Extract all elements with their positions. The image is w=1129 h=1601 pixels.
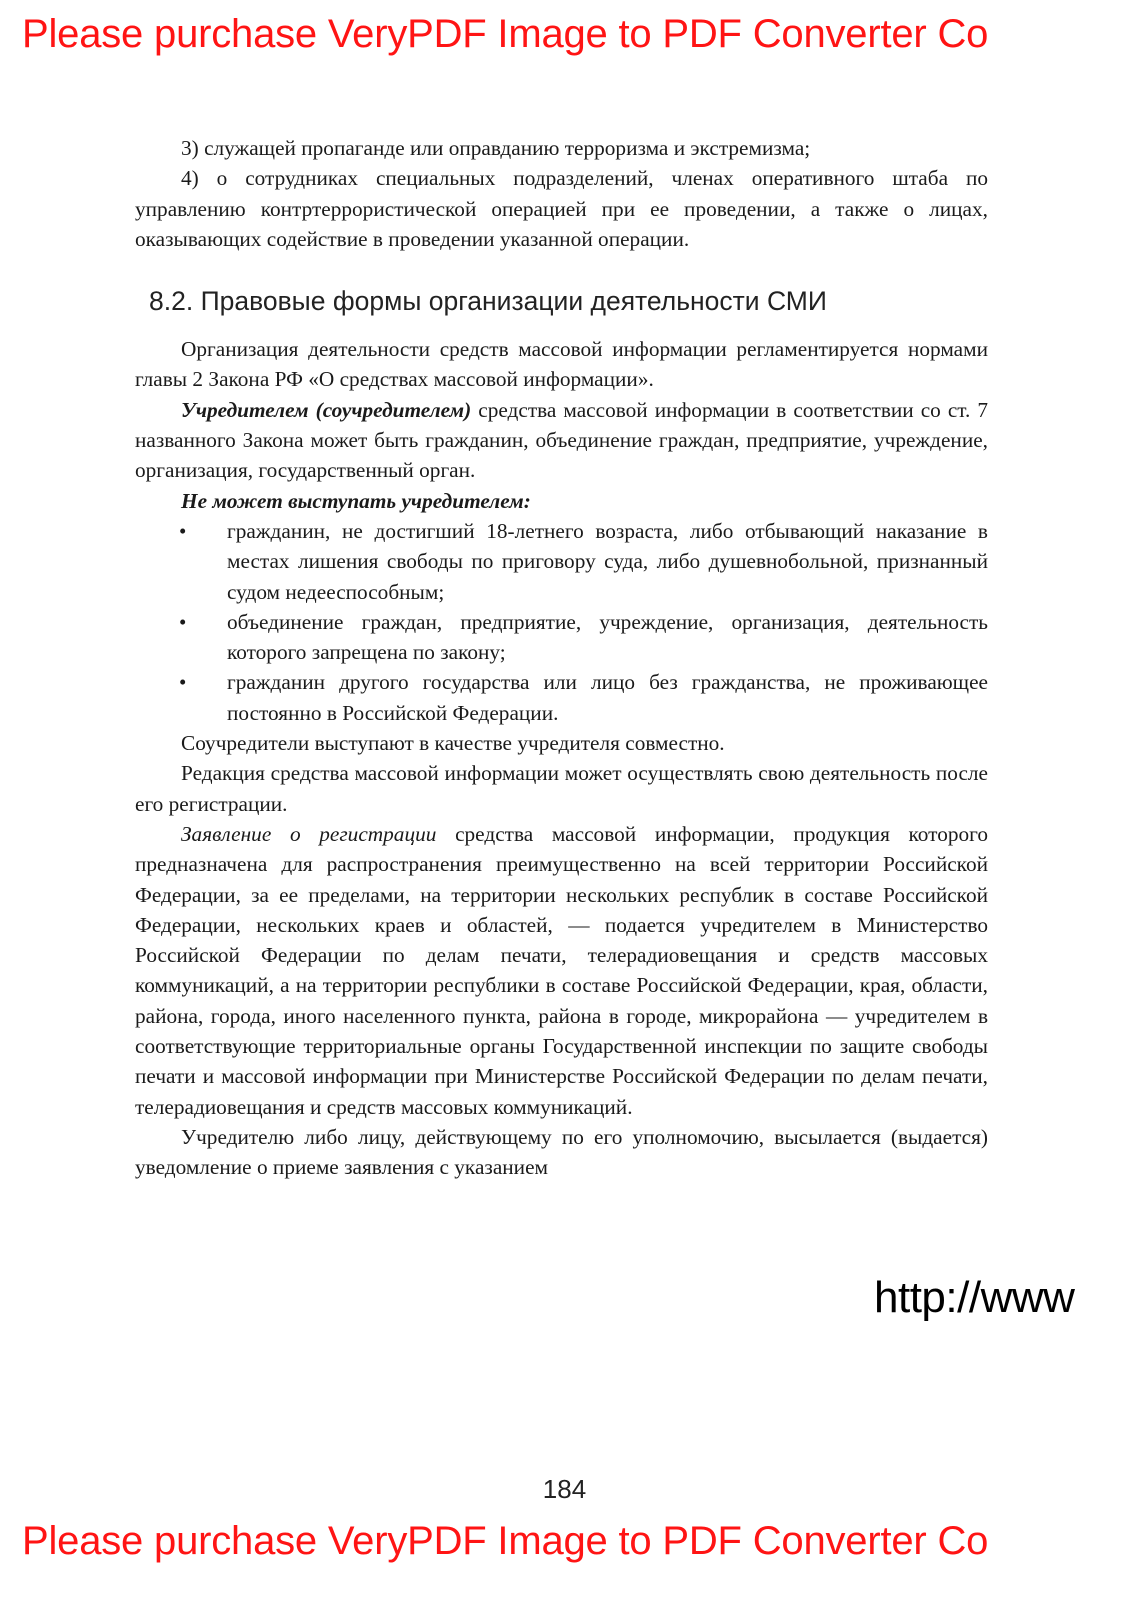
not-founder-list [135,516,988,728]
paragraph-notification: Учредителю либо лицу, действующему по его уполномочию, высылается (выдается) уведомление о приеме заявления с указанием [135,1124,988,1180]
intro-item-3: 3) служащей пропаганде или оправданию терроризма и экстремизма; [181,136,811,160]
intro-item-4: 4) о сотрудниках специальных подразделений, членах оперативного штаба по управлению контртеррористической операцией при ее проведении, а также о лицах, оказывающих содействие в проведении указанной операции. [135,166,988,251]
registration-term: Заявление о регистрации [181,821,437,846]
list-item [135,516,988,607]
not-founder-label-text: Не может выступать учредителем: [181,488,531,513]
watermark-bottom: Please purchase VeryPDF Image to PDF Converter Co [22,1519,989,1563]
section-heading: 8.2. Правовые формы организации деятельности СМИ [149,286,827,317]
paragraph-organization: Организация деятельности средств массовой информации регламентируется нормами главы 2 Закона РФ «О средствах массовой информации». [135,337,988,392]
page-number: 184 [542,1474,587,1504]
paragraph-editorial: Редакция средства массовой информации может осуществлять свою деятельность после его регистрации. [135,761,988,816]
list-item-text: объединение граждан, предприятие, учреждение, организация, деятельность которого запрещена по закону; [227,609,988,665]
bullet-icon: • [179,609,187,634]
bullet-icon: • [179,518,187,543]
page-content [135,133,988,1183]
list-item-text: гражданин другого государства или лицо без гражданства, не проживающее постоянно в Российской Федерации. [227,670,988,725]
watermark-top: Please purchase VeryPDF Image to PDF Converter Co [22,12,989,56]
bullet-icon: • [179,670,187,695]
not-founder-label [135,486,988,516]
list-item [135,667,988,728]
list-item-text: гражданин, не достигший 18-летнего возраста, либо отбывающий наказание в местах лишения свободы по приговору суда, либо душевнобольной, признанный судом недееспособным; [227,518,988,604]
paragraph-founder [135,395,988,486]
founder-text: средства массовой информации в соответствии со ст. 7 названного Закона может быть гражданин, объединение граждан, предприятие, учреждение, организация, государственный орган. [135,397,988,483]
url-overlay: http://www [874,1273,1075,1322]
paragraph-registration [135,819,988,1122]
registration-text: средства массовой информации, продукция которого предназначена для распространения преимущественно на всей территории Российской Федерации, за ее пределами, на территории нескольких республик в составе Российской Федерации, нескольких краев и областей, — подается учредителем в Министерство Российской Федерации по делам печати, телерадиовещания и средств массовых коммуникаций, а на территории республики в составе Российской Федерации, края, области, района, города, иного населенного пункта, района в городе, микрорайона — учредителем в соответствующие территориальные органы Государственной инспекции по защите свободы печати и массовой информации при Министерстве Российской Федерации по делам печати, телерадиовещания и средств массовых коммуникаций. [135,821,988,1119]
founder-term: Учредителем (соучредителем) [181,397,472,422]
paragraph-cofounders: Соучредители выступают в качестве учредителя совместно. [181,731,725,756]
list-item [135,607,988,668]
